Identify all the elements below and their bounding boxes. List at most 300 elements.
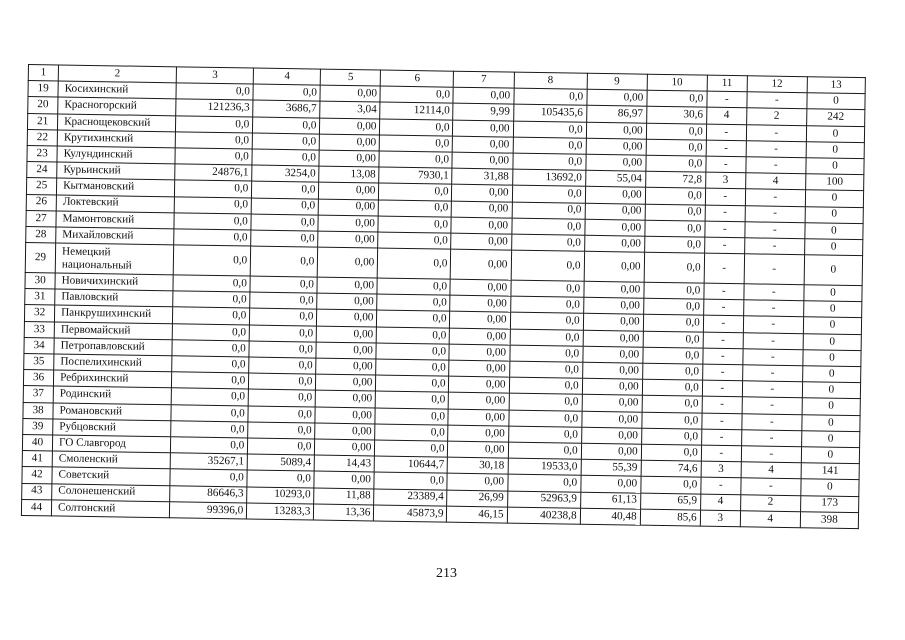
value-cell: 0,0 [508,410,581,427]
value-cell: 0,0 [251,230,318,247]
value-cell: 86646,3 [170,485,247,502]
value-cell: 0,0 [380,135,453,152]
value-cell: 0,0 [248,422,315,439]
value-cell: 0,0 [376,359,449,376]
value-cell: 0,00 [316,342,376,359]
value-cell: 0,0 [171,437,248,454]
value-cell: 85,6 [640,509,700,526]
value-cell: 0,00 [315,407,375,424]
value-cell: 0,0 [380,86,453,103]
value-cell: 12114,0 [380,102,453,119]
value-cell: 0,00 [318,215,378,232]
value-cell: 0,00 [585,203,645,220]
value-cell: 0,0 [247,470,314,487]
value-cell: 3 [705,172,745,189]
column-header-1: 1 [28,65,58,82]
value-cell: 0,00 [583,314,643,331]
value-cell: 0,0 [252,133,319,150]
value-cell: 0,0 [175,180,252,197]
value-cell: 0,00 [320,85,380,102]
row-number-cell: 44 [21,499,51,516]
value-cell: 0 [803,301,861,318]
value-cell: 0,00 [318,199,378,216]
value-cell: 0,0 [510,280,583,297]
value-cell: 0,00 [585,187,645,204]
value-cell: 0,0 [249,373,316,390]
value-cell: 0,00 [448,441,508,458]
value-cell: 0,0 [251,198,318,215]
value-cell: 0,0 [509,377,582,394]
value-cell: 0,0 [647,90,707,107]
row-number-cell: 39 [23,418,53,435]
row-number-cell: 42 [22,467,52,484]
value-cell: - [743,349,803,366]
value-cell: 0,00 [448,409,508,426]
value-cell: 0,00 [317,277,377,294]
value-cell: 0,00 [315,439,375,456]
row-number-cell: 40 [22,434,52,451]
value-cell: 0,0 [253,84,320,101]
value-cell: 0,00 [320,118,380,135]
value-cell: - [702,364,742,381]
page-number: 213 [436,566,457,581]
district-name-cell: Советский [52,467,170,485]
value-cell: 0,00 [316,374,376,391]
value-cell: - [741,430,801,447]
column-header-10: 10 [647,74,707,91]
value-cell: - [707,91,747,108]
value-cell: 0,0 [513,137,586,154]
value-cell: 0,00 [449,393,509,410]
value-cell: 0,0 [379,183,452,200]
value-cell: - [744,238,804,255]
value-cell: 0,0 [173,275,250,292]
value-cell: 0,00 [451,233,511,250]
value-cell: 9,99 [453,104,513,121]
value-cell: 0,00 [584,281,644,298]
value-cell: 0,00 [582,395,642,412]
value-cell: - [706,140,746,157]
value-cell: 100 [805,174,863,191]
value-cell: - [742,397,802,414]
value-cell: 0,00 [453,120,513,137]
value-cell: - [704,253,745,284]
value-cell: 0,00 [586,138,646,155]
value-cell: 0 [806,141,864,158]
value-cell: 0,00 [450,312,510,329]
value-cell: 3686,7 [253,100,320,117]
value-cell: 0,0 [642,379,702,396]
column-header-7: 7 [454,71,514,88]
district-name-cell: Михайловский [56,227,174,245]
value-cell: 99396,0 [170,501,247,518]
row-number-cell: 35 [24,353,54,370]
value-cell: - [742,413,802,430]
value-cell: - [746,157,806,174]
row-number-cell: 21 [27,113,57,130]
value-cell: 0 [802,414,860,431]
district-name-cell: Солтонский [51,500,169,518]
column-header-8: 8 [514,72,587,89]
value-cell: 0,0 [509,361,582,378]
value-cell: 0,0 [508,442,581,459]
value-cell: - [747,92,807,109]
value-cell: 0,00 [315,390,375,407]
value-cell: 0 [804,285,862,302]
district-name-cell: Красногорский [58,97,176,115]
value-cell: 0,00 [319,150,379,167]
row-number-cell: 27 [26,210,56,227]
value-cell: 13,08 [319,166,379,183]
value-cell: 0,00 [319,182,379,199]
value-cell: - [701,477,741,494]
value-cell: 0,0 [172,356,249,373]
district-name-cell: Крутихинский [57,130,175,148]
value-cell: 0,00 [318,231,378,248]
value-cell: 0,0 [172,323,249,340]
value-cell: 61,13 [580,492,640,509]
value-cell: 0,0 [248,438,315,455]
value-cell: 0,0 [512,185,585,202]
value-cell: 10293,0 [247,486,314,503]
value-cell: 72,8 [645,171,705,188]
value-cell: 0,0 [643,331,703,348]
value-cell: 0,0 [507,474,580,491]
value-cell: - [744,284,804,301]
value-cell: 4 [740,510,800,527]
value-cell: 0,00 [581,427,641,444]
value-cell: 0,0 [513,121,586,138]
value-cell: 0,00 [451,217,511,234]
value-cell: 26,99 [447,490,507,507]
value-cell: 3 [700,510,740,527]
column-header-2: 2 [58,65,176,83]
value-cell: 173 [800,495,858,512]
value-cell: 0,00 [448,425,508,442]
value-cell: 0,0 [173,245,251,276]
value-cell: 2 [746,108,806,125]
value-cell: 55,04 [585,170,645,187]
column-header-5: 5 [321,69,381,86]
district-name-cell: Смоленский [52,451,170,469]
value-cell: 0,0 [171,421,248,438]
value-cell: 0 [804,239,862,256]
value-cell: 0,0 [379,151,452,168]
value-cell: 0,0 [376,391,449,408]
row-number-cell: 23 [27,145,57,162]
value-cell: - [746,124,806,141]
district-name-cell: ГО Славгород [52,435,170,453]
row-number-cell: 22 [27,129,57,146]
value-cell: 0,0 [248,389,315,406]
row-number-cell: 41 [22,451,52,468]
column-header-4: 4 [253,68,320,85]
value-cell: 0,00 [318,247,379,278]
value-cell: 55,39 [581,459,641,476]
value-cell: 0,0 [170,469,247,486]
value-cell: 0,00 [452,184,512,201]
district-name-cell: Рубцовский [53,419,171,437]
value-cell: 0 [806,125,864,142]
value-cell: 0,0 [511,234,584,251]
column-header-11: 11 [707,75,747,92]
value-cell: 0 [806,158,864,175]
value-cell: 0,0 [642,396,702,413]
value-cell: 7930,1 [379,167,452,184]
value-cell: 0,00 [584,219,644,236]
value-cell: 0,0 [641,428,701,445]
value-cell: 19533,0 [508,458,581,475]
value-cell: 0,0 [174,213,251,230]
value-cell: 0,0 [511,218,584,235]
value-cell: 0 [802,382,860,399]
value-cell: 0,0 [171,404,248,421]
value-cell: 0,0 [509,345,582,362]
value-cell: 40238,8 [507,507,580,524]
value-cell: 0,00 [586,122,646,139]
value-cell: - [704,237,744,254]
value-cell: 0,0 [376,343,449,360]
column-header-9: 9 [587,73,647,90]
value-cell: 0,0 [176,83,253,100]
data-table [21,64,866,529]
value-cell: 40,48 [580,508,640,525]
value-cell: - [703,348,743,365]
value-cell: 0,0 [509,393,582,410]
value-cell: 0,00 [316,358,376,375]
value-cell: 0,00 [453,87,513,104]
value-cell: 0,00 [586,154,646,171]
district-name-cell: Павловский [55,289,173,307]
value-cell: 0,0 [646,139,706,156]
column-header-3: 3 [176,67,253,84]
value-cell: 13,36 [314,504,374,521]
value-cell: 0,00 [317,310,377,327]
value-cell: 0,0 [251,214,318,231]
value-cell: 0,00 [583,298,643,315]
value-cell: 0 [803,317,861,334]
value-cell: - [745,189,805,206]
value-cell: 0,00 [320,134,380,151]
value-cell: - [741,446,801,463]
value-cell: - [741,478,801,495]
value-cell: 0,00 [584,251,645,282]
value-cell: 0,0 [173,291,250,308]
value-cell: 74,6 [641,460,701,477]
district-name-cell: Поспелихинский [54,354,172,372]
value-cell: 0,00 [447,473,507,490]
district-name-cell: Панкрушихинский [54,305,172,323]
row-number-cell: 38 [23,402,53,419]
value-cell: 0 [805,190,863,207]
value-cell: 0,0 [375,440,448,457]
row-number-cell: 33 [24,321,54,338]
value-cell: 0 [805,206,863,223]
value-cell: 0,0 [250,246,318,277]
value-cell: 14,43 [314,455,374,472]
value-cell: 0,0 [510,296,583,313]
value-cell: 0,0 [172,372,249,389]
value-cell: 0 [801,430,859,447]
value-cell: 0,0 [643,347,703,364]
value-cell: 0,00 [317,293,377,310]
value-cell: 0 [803,350,861,367]
value-cell: 0,00 [582,362,642,379]
value-cell: 0,0 [174,196,251,213]
row-number-cell: 29 [25,243,55,273]
value-cell: 3 [701,461,741,478]
row-number-cell: 36 [23,370,53,387]
value-cell: 0 [805,222,863,239]
value-cell: 2 [740,494,800,511]
value-cell: 0,00 [452,201,512,218]
value-cell: 0,0 [377,278,450,295]
value-cell: - [705,205,745,222]
value-cell: 35267,1 [170,453,247,470]
value-cell: - [705,188,745,205]
value-cell: 10644,7 [375,456,448,473]
value-cell: 0,0 [176,115,253,132]
row-number-cell: 43 [22,483,52,500]
value-cell: 0,0 [641,476,701,493]
value-cell: 0,0 [377,294,450,311]
value-cell: - [705,221,745,238]
district-name-cell: Курьинский [57,162,175,180]
value-cell: - [742,381,802,398]
value-cell: 0,00 [450,328,510,345]
column-header-13: 13 [807,77,865,94]
value-cell: 0,00 [584,235,644,252]
value-cell: 0,0 [645,220,705,237]
value-cell: 0,0 [643,298,703,315]
value-cell: 3254,0 [252,165,319,182]
value-cell: - [744,254,805,285]
value-cell: 0,0 [641,444,701,461]
value-cell: 242 [806,109,864,126]
value-cell: 0,0 [379,200,452,217]
value-cell: 4 [700,494,740,511]
value-cell: 0,00 [449,376,509,393]
value-cell: 0,0 [510,329,583,346]
row-number-cell: 19 [28,81,58,98]
value-cell: 0,0 [375,408,448,425]
value-cell: 0 [807,93,865,110]
district-name-cell: Романовский [53,403,171,421]
value-cell: 4 [741,462,801,479]
value-cell: 0 [801,447,859,464]
value-cell: 24876,1 [175,164,252,181]
row-number-cell: 25 [26,178,56,195]
value-cell: - [702,413,742,430]
value-cell: 0,0 [512,202,585,219]
value-cell: 0,00 [581,443,641,460]
district-name-cell: Петропавловский [54,338,172,356]
value-cell: 0,0 [378,216,451,233]
value-cell: 4 [745,173,805,190]
value-cell: 0,0 [510,313,583,330]
value-cell: 0,0 [253,117,320,134]
value-cell: 0,00 [580,476,640,493]
value-cell: - [743,332,803,349]
value-cell: 0 [802,366,860,383]
value-cell: 0,0 [249,341,316,358]
column-header-6: 6 [381,70,454,87]
value-cell: 0,0 [644,252,705,283]
value-cell: 0,0 [646,123,706,140]
district-name-cell: Кытмановский [56,178,174,196]
value-cell: 30,6 [646,107,706,124]
value-cell: - [702,380,742,397]
value-cell: 13283,3 [247,503,314,520]
value-cell: 46,15 [447,506,507,523]
value-cell: 65,9 [640,493,700,510]
value-cell: 0,00 [315,423,375,440]
row-number-cell: 34 [24,337,54,354]
value-cell: - [703,299,743,316]
value-cell: 13692,0 [512,169,585,186]
value-cell: 0,0 [250,292,317,309]
row-number-cell: 26 [26,194,56,211]
value-cell: 0,0 [512,153,585,170]
value-cell: 0 [803,333,861,350]
value-cell: - [704,283,744,300]
value-cell: 31,88 [452,168,512,185]
value-cell: 0,0 [374,472,447,489]
value-cell: - [743,300,803,317]
value-cell: 0,0 [645,188,705,205]
district-name-cell: Краснощековский [58,114,176,132]
value-cell: 0,00 [453,136,513,153]
value-cell: 0,0 [378,232,451,249]
value-cell: 45873,9 [374,505,447,522]
column-header-12: 12 [747,76,807,93]
value-cell: 0 [804,255,863,286]
value-cell: 141 [801,463,859,480]
value-cell: 0,0 [645,204,705,221]
value-cell: 0,0 [172,340,249,357]
value-cell: 0,0 [642,412,702,429]
value-cell: 30,18 [448,457,508,474]
value-cell: - [743,316,803,333]
value-cell: 0,00 [451,249,512,280]
district-name-cell: Кулундинский [57,146,175,164]
row-number-cell: 24 [27,162,57,179]
value-cell: 0,00 [449,344,509,361]
value-cell: 0,00 [582,346,642,363]
value-cell: 0,0 [644,236,704,253]
value-cell: - [745,221,805,238]
value-cell: 5089,4 [247,454,314,471]
value-cell: 121236,3 [176,99,253,116]
value-cell: 398 [800,511,858,528]
value-cell: 0,0 [375,424,448,441]
value-cell: 0,0 [252,149,319,166]
value-cell: - [701,445,741,462]
table-body [21,81,865,529]
value-cell: 0,0 [376,375,449,392]
value-cell: 105435,6 [513,105,586,122]
value-cell: 0,0 [175,148,252,165]
value-cell: 0,0 [252,181,319,198]
district-name-cell: Новичихинский [55,273,173,291]
row-number-cell: 20 [28,97,58,114]
row-number-cell: 32 [24,305,54,322]
value-cell: - [703,316,743,333]
value-cell: 0,0 [171,388,248,405]
value-cell: 0,00 [450,295,510,312]
value-cell: 3,04 [320,101,380,118]
value-cell: 0,0 [377,327,450,344]
